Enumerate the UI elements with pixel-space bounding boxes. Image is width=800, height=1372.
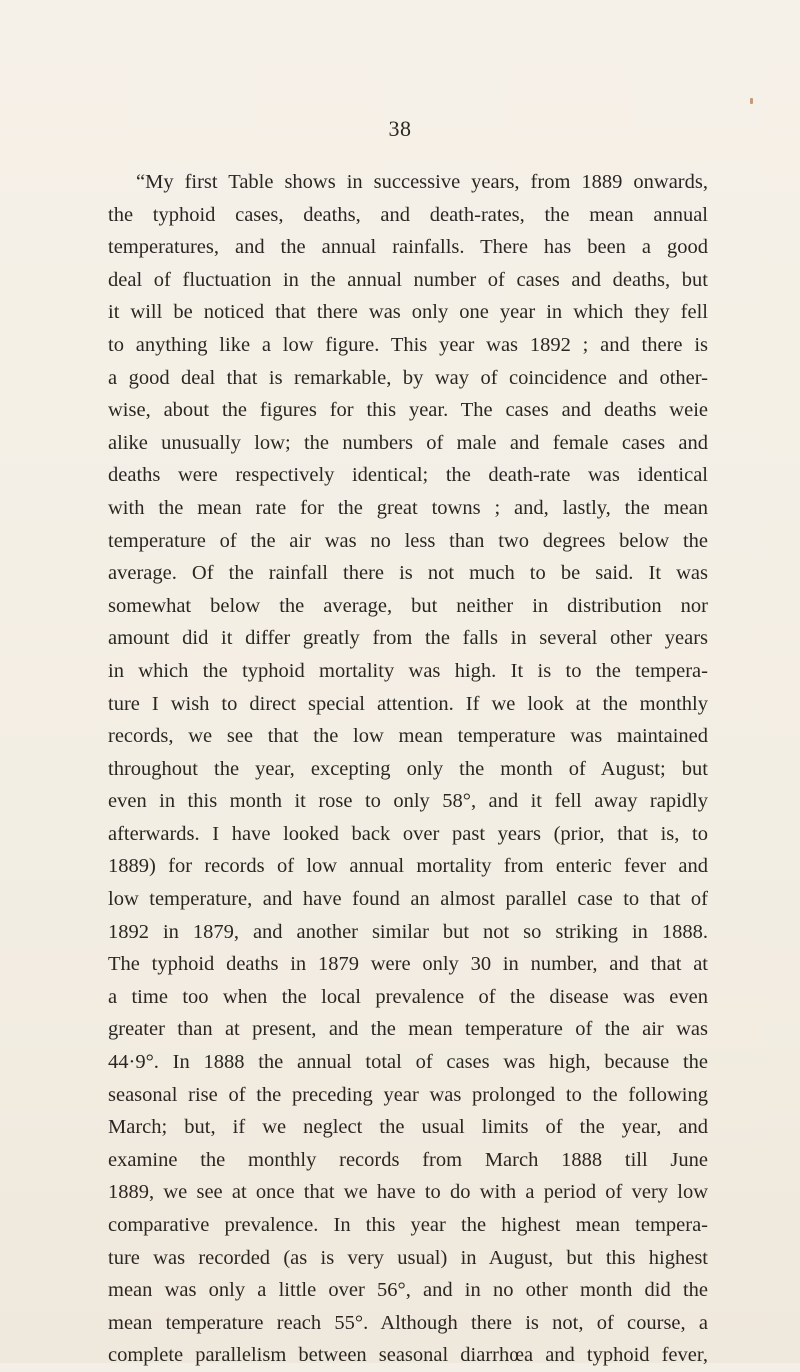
text-line: deaths were respectively identical; the death-rate was identical [108,464,708,487]
text-line: to anything like a low figure. This year was 1892 ; and there is [108,333,708,356]
page-number: 38 [388,116,412,141]
body-paragraph [108,166,708,1372]
text-line: records, we see that the low mean temperature was maintained [108,725,708,748]
text-line: throughout the year, excepting only the month of August; but [108,757,708,780]
text-line: complete parallelism between seasonal diarrhœa and typhoid fever, [108,1344,708,1367]
text-line: temperature of the air was no less than two degrees below the [108,529,708,552]
text-line: average. Of the rainfall there is not much to be said. It was [108,562,708,585]
text-line: greater than at present, and the mean temperature of the air was [108,1018,708,1041]
text-line: a time too when the local prevalence of the disease was even [108,985,708,1008]
text-line: in which the typhoid mortality was high. It is to the tempera- [108,659,708,682]
text-line: it will be noticed that there was only one year in which they fell [108,301,708,324]
text-line: low temperature, and have found an almost parallel case to that of [108,888,708,911]
text-line: 1892 in 1879, and another similar but not so striking in 1888. [108,920,708,943]
text-line: with the mean rate for the great towns ; and, lastly, the mean [108,496,708,519]
text-line: a good deal that is remarkable, by way of coincidence and other- [108,366,708,389]
text-line: wise, about the figures for this year. The cases and deaths weie [108,399,708,422]
text-line: mean temperature reach 55°. Although there is not, of course, a [108,1311,708,1334]
text-line: amount did it differ greatly from the falls in several other years [108,627,708,650]
text-line: mean was only a little over 56°, and in no other month did the [108,1279,708,1302]
text-line: even in this month it rose to only 58°, and it fell away rapidly [108,790,708,813]
text-line: 44·9°. In 1888 the annual total of cases was high, because the [108,1051,708,1074]
text-line: alike unusually low; the numbers of male and female cases and [108,431,708,454]
text-line: temperatures, and the annual rainfalls. There has been a good [108,236,708,259]
text-line: 1889) for records of low annual mortality from enteric fever and [108,855,708,878]
text-line: afterwards. I have looked back over past years (prior, that is, to [108,822,708,845]
text-line: the typhoid cases, deaths, and death-rates, the mean annual [108,203,708,226]
text-line: ture I wish to direct special attention. If we look at the monthly [108,692,708,715]
paper-speck [750,98,753,104]
text-line: The typhoid deaths in 1879 were only 30 in number, and that at [108,953,708,976]
text-line: examine the monthly records from March 1888 till June [108,1148,708,1171]
text-line: comparative prevalence. In this year the highest mean tempera- [108,1214,708,1236]
text-line: ture was recorded (as is very usual) in August, but this highest [108,1246,708,1269]
text-line: “My first Table shows in successive years, from 1889 onwards, [136,171,708,193]
text-line: March; but, if we neglect the usual limits of the year, and [108,1116,708,1139]
text-line: 1889, we see at once that we have to do with a period of very low [108,1181,708,1204]
text-line: seasonal rise of the preceding year was prolonged to the following [108,1083,708,1106]
text-line: somewhat below the average, but neither in distribution nor [108,594,708,617]
text-line: deal of fluctuation in the annual number of cases and deaths, but [108,268,708,291]
